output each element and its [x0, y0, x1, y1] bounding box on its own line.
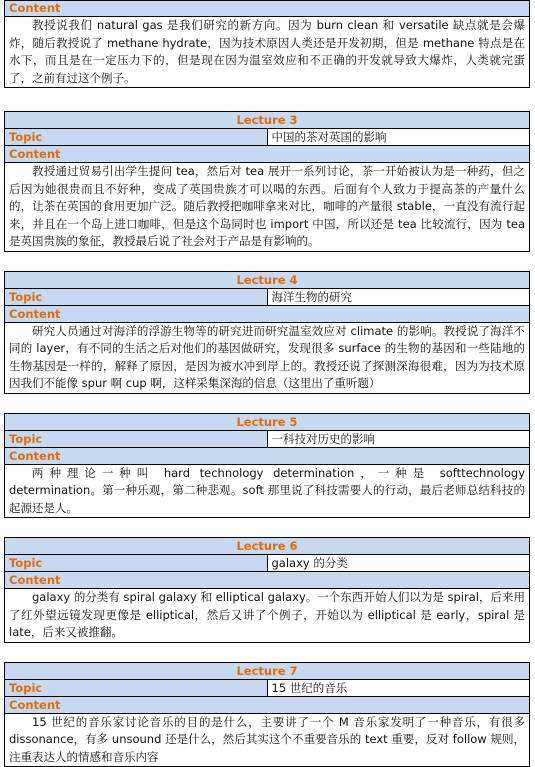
lecture-table-6: [4, 537, 530, 643]
lecture-table-5: [4, 413, 530, 519]
topic-value: galaxy 的分类: [267, 555, 530, 572]
content-text: 教授通过贸易引出学生提问 tea，然后对 tea 展开一系列讨论，茶一开始被认为是一种药，但之后因为她很贵而且不好种，变成了英国贵族才可以喝的东西。后面有个人致力于提高茶的产量什么的，让茶在英国的食用更加广泛。随后教授把咖啡拿来对比，咖啡的产量很 stable，一直没有流行起来，并且在一个岛上进口咖啡，但是这个岛同时也 import 中国，所以还是 tea 比较流行，因为 tea 是英国贵族的象征，教授最后说了社会对于产品是有影响的。: [5, 163, 530, 252]
content-label: Content: [5, 447, 530, 464]
lecture-title: Lecture 4: [5, 271, 530, 288]
topic-value: 一科技对历史的影响: [267, 430, 530, 447]
content-label: Content: [5, 146, 530, 163]
content-text: 研究人员通过对海洋的浮游生物等的研究进而研究温室效应对 climate 的影响。教授说了海洋不同的 layer，有不同的生活之后对他们的基因做研究，发现很多 surface 的生物的基因和一些陆地的生物基因是一样的，解释了原因，是因为被水冲到岸上的。教授还说了探测深海很难，因为为技术原因我们不能像 spur 啊 cup 啊，这样采集深海的信息（这里出了重听题）: [5, 322, 530, 393]
lecture-2-continuation: [4, 0, 530, 88]
lecture-table-4: [4, 271, 530, 394]
topic-label: Topic: [5, 288, 268, 305]
content-label: Content: [5, 1, 530, 17]
lecture-table-3: [4, 111, 530, 252]
content-label: Content: [5, 305, 530, 322]
content-label: Content: [5, 572, 530, 589]
content-text: 教授说我们 natural gas 是我们研究的新方向。因为 burn clean 和 versatile 缺点就是会爆炸，随后教授说了 methane hydrate，因为技术原因人类还是开发初期，但是 methane 特点是在水下，而且是在一定压力下的，但是现在因为温室效应和不正确的开发就导致大爆炸，人类就完蛋了，之前有过这个例子。: [5, 17, 530, 88]
lecture-title: Lecture 5: [5, 413, 530, 430]
topic-label: Topic: [5, 679, 268, 696]
lecture-notes-document: [4, 0, 530, 767]
content-text: 15 世纪的音乐家讨论音乐的目的是什么，主要讲了一个 M 音乐家发明了一种音乐，有很多 dissonance，有多 unsound 还是什么，然后其实这个不重要音乐的 text 重要，反对 follow 规则，注重表达人的情感和音乐内容: [5, 713, 530, 767]
topic-value: 15 世纪的音乐: [267, 679, 530, 696]
topic-label: Topic: [5, 430, 268, 447]
topic-value: 海洋生物的研究: [267, 288, 530, 305]
content-text: galaxy 的分类有 spiral galaxy 和 elliptical galaxy。一个东西开始人们以为是 spiral，后来用了红外望远镜发现更像是 elliptical，然后又讲了个例子，开始以为 elliptical 是 early，spiral 是 late，后来又被推翻。: [5, 589, 530, 643]
lecture-title: Lecture 7: [5, 662, 530, 679]
topic-label: Topic: [5, 129, 268, 146]
lecture-title: Lecture 6: [5, 538, 530, 555]
content-label: Content: [5, 696, 530, 713]
lecture-table-7: [4, 662, 530, 767]
topic-label: Topic: [5, 555, 268, 572]
content-text: 两种理论一种叫 hard technology determination，一种是 softtechnology determination。第一种乐观，第二种悲观。soft 那里说了科技需要人的行动，最后老师总结科技的起源还是人。: [5, 464, 530, 518]
topic-value: 中国的茶对英国的影响: [267, 129, 530, 146]
lecture-title: Lecture 3: [5, 112, 530, 129]
